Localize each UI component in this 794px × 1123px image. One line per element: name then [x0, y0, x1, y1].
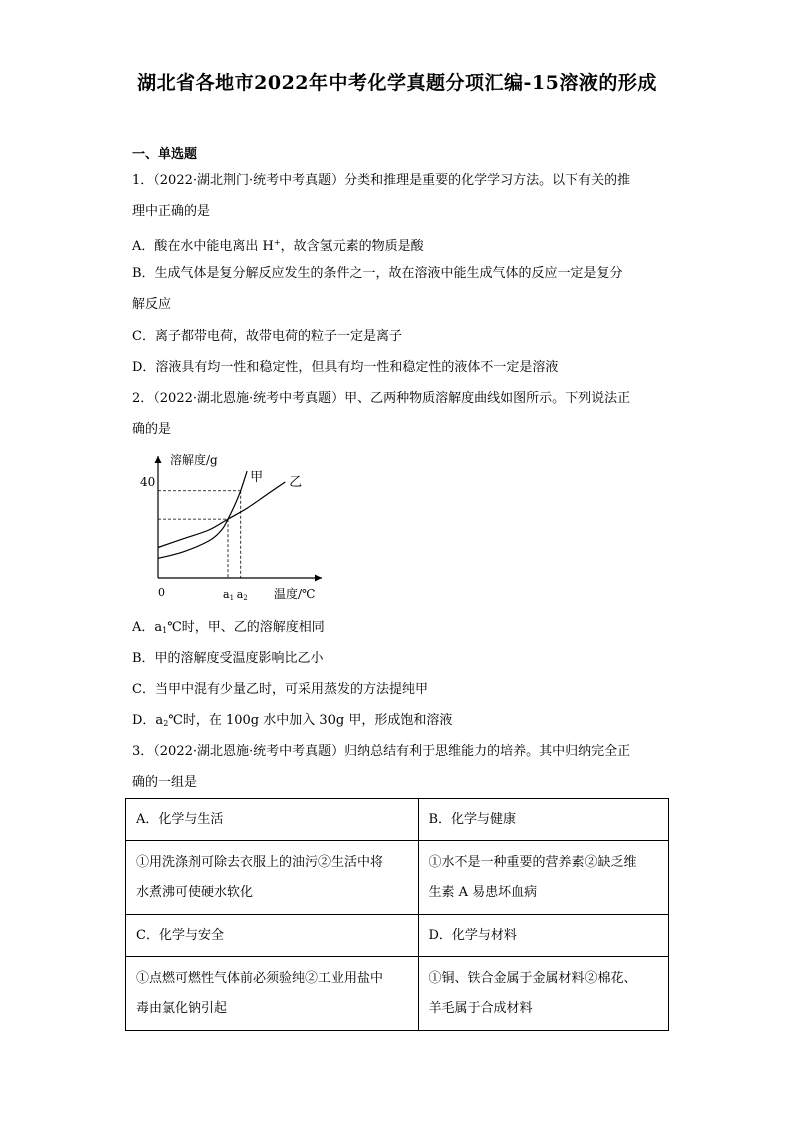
q1-stem-line1: 1．（2022·湖北荆门·统考中考真题）分类和推理是重要的化学学习方法。以下有关的推	[132, 173, 631, 188]
q2-option-d-text-end: ℃时，在 100g 水中加入 30g 甲，形成饱和溶液	[168, 713, 453, 728]
x-tick-a1	[223, 588, 234, 602]
table-row	[126, 915, 669, 957]
cell-b-line2: 生素 A 易患坏血病	[428, 884, 538, 900]
page-title: 湖北省各地市2022年中考化学真题分项汇编-15溶液的形成	[137, 72, 657, 94]
cell-d-line2: 羊毛属于合成材料	[428, 1000, 533, 1016]
q1-option-b-line1: B．生成气体是复分解反应发生的条件之一，故在溶液中能生成气体的反应一定是复分	[132, 266, 623, 281]
q1-option-a-sup: +	[273, 238, 281, 247]
cell-c-head: C．化学与安全	[126, 915, 419, 957]
x-tick-a1-sub: 1	[229, 594, 235, 602]
q2-option-a-text: A．a	[132, 620, 163, 635]
cell-a-head: A．化学与生活	[126, 799, 419, 841]
cell-c-line2: 毒由氯化钠引起	[136, 1000, 228, 1016]
q2-option-a-text-end: ℃时，甲、乙的溶解度相同	[167, 620, 325, 635]
q1-stem-line2: 理中正确的是	[132, 204, 211, 219]
series-label-yi: 乙	[289, 475, 303, 490]
q2-stem-line1: 2．（2022·湖北恩施·统考中考真题）甲、乙两种物质溶解度曲线如图所示。下列说法正	[132, 391, 631, 406]
q2-stem-line2: 确的是	[132, 422, 172, 437]
q2-option-d-text: D．a	[132, 713, 164, 728]
series-label-jia: 甲	[250, 470, 264, 486]
x-tick-a2-sub: 2	[243, 594, 248, 602]
q1-option-a-text-end: ，故含氢元素的物质是酸	[280, 239, 424, 254]
q2-option-b: B．甲的溶解度受温度影响比乙小	[132, 651, 324, 666]
curve-jia	[158, 471, 247, 558]
cell-b-line1: ①水不是一种重要的营养素②缺乏维	[428, 854, 637, 870]
cell-a-body	[126, 841, 419, 915]
cell-c-line1: ①点燃可燃性气体前必须验纯②工业用盐中	[136, 970, 384, 986]
cell-d-body	[418, 957, 669, 1031]
origin-label: 0	[158, 586, 165, 599]
q1-option-b-line2: 解反应	[132, 297, 172, 312]
table-row	[126, 841, 669, 915]
q2-option-d-sub: 2	[163, 719, 169, 728]
cell-b-head: B．化学与健康	[418, 799, 669, 841]
y-tick-40: 40	[140, 475, 156, 489]
y-axis-label: 溶解度/g	[170, 453, 218, 467]
x-tick-a1-letter: a	[223, 588, 230, 601]
q2-option-a-sub: 1	[162, 626, 168, 635]
x-axis-label: 温度/℃	[274, 587, 316, 601]
q3-stem-line1: 3．（2022·湖北恩施·统考中考真题）归纳总结有利于思维能力的培养。其中归纳完全正	[132, 744, 631, 759]
curve-yi	[158, 482, 285, 548]
q2-option-a	[132, 619, 325, 640]
section-heading: 一、单选题	[132, 147, 198, 162]
cell-d-head: D．化学与材料	[418, 915, 669, 957]
x-tick-a2	[237, 588, 248, 602]
q2-option-c: C．当甲中混有少量乙时，可采用蒸发的方法提纯甲	[132, 682, 428, 697]
table-row	[126, 957, 669, 1031]
cell-c-body	[126, 957, 419, 1031]
cell-a-line1: ①用洗涤剂可除去衣服上的油污②生活中将	[136, 854, 384, 870]
x-tick-a2-letter: a	[236, 588, 244, 601]
q1-option-d: D．溶液具有均一性和稳定性，但具有均一性和稳定性的液体不一定是溶液	[132, 360, 559, 375]
q1-option-a-text: A．酸在水中能电离出 H	[132, 239, 274, 254]
q3-options-table	[125, 798, 669, 1031]
table-row	[126, 799, 669, 841]
q1-option-a	[132, 234, 424, 256]
q3-stem-line2: 确的一组是	[132, 775, 198, 790]
cell-d-line1: ①铜、铁合金属于金属材料②棉花、	[428, 970, 637, 986]
q1-option-c: C．离子都带电荷，故带电荷的粒子一定是离子	[132, 329, 402, 344]
solubility-chart	[140, 450, 340, 610]
q2-option-d	[132, 712, 452, 733]
cell-a-line2: 水煮沸可使硬水软化	[136, 884, 254, 900]
cell-b-body	[418, 841, 669, 915]
